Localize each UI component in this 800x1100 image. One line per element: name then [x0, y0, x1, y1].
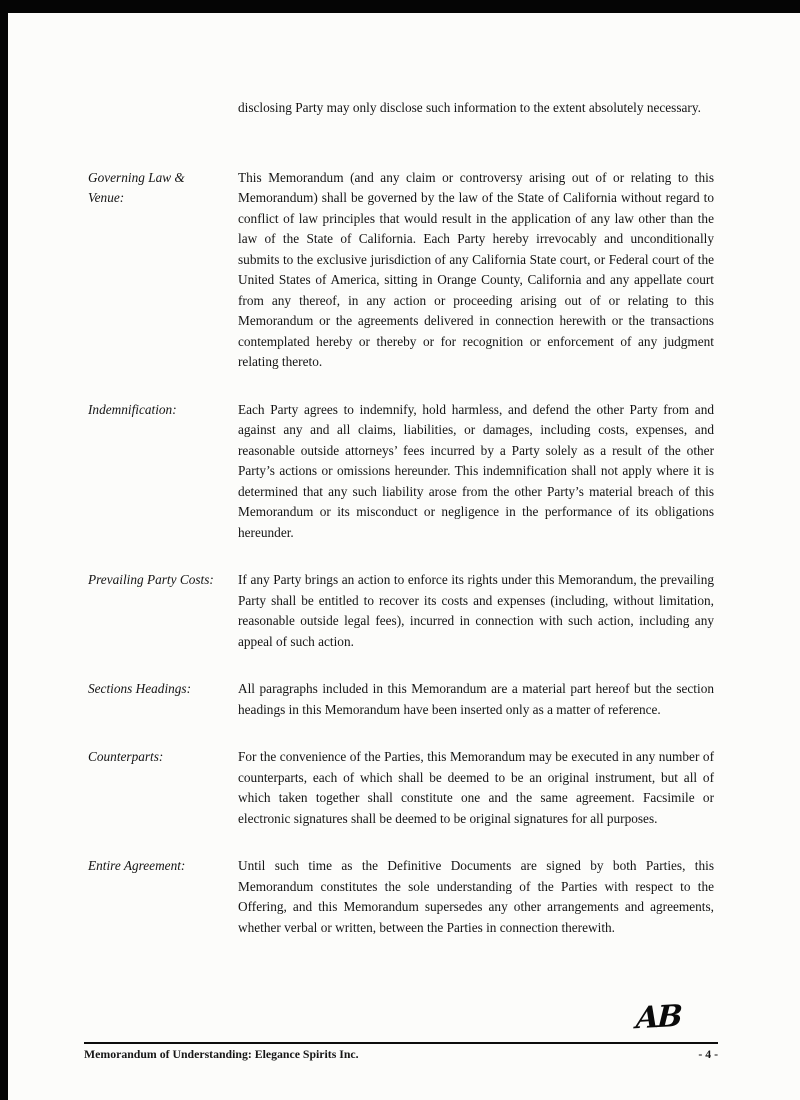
handwritten-initials: AB — [635, 998, 682, 1037]
section-indemnification — [88, 400, 714, 544]
section-label: Entire Agreement: — [88, 858, 186, 873]
section-body: All paragraphs included in this Memorandum are a material part hereof but the section headings in this Memorandum have been inserted only as a matter of reference. — [238, 681, 714, 717]
section-body: If any Party brings an action to enforce its rights under this Memorandum, the prevailing Party shall be entitled to recover its costs and expenses (including, without limitation, reasonable outside legal fees), incurred in connection with such action, including any appeal of such action. — [238, 572, 714, 649]
continuation-paragraph: disclosing Party may only disclose such information to the extent absolutely necessary. — [238, 100, 701, 115]
document-content — [88, 98, 714, 938]
scan-artifact-top-edge — [0, 0, 800, 13]
section-entire-agreement — [88, 856, 714, 938]
section-body: Until such time as the Definitive Documents are signed by both Parties, this Memorandum constitutes the sole understanding of the Parties with respect to the Offering, and this Memorandum supersedes any other arrangements and agreements, whether verbal or written, between the Parties in connection therewith. — [238, 858, 714, 935]
section-label: Indemnification: — [88, 401, 177, 417]
footer-document-title: Memorandum of Understanding: Elegance Spirits Inc. — [84, 1047, 359, 1061]
section-body: Each Party agrees to indemnify, hold harmless, and defend the other Party from and against any and all claims, liabilities, or damages, including costs, expenses, and reasonable outside attorneys’ fees incurred by a Party solely as a result of the other Party’s actions or omissions hereunder. This indemnification shall not apply where it is determined that any such liability arose from the other Party’s material breach of this Memorandum or its misconduct or negligence in the performance of its obligations hereunder. — [238, 401, 714, 540]
section-governing-law — [88, 168, 714, 373]
section-sections-headings — [88, 679, 714, 720]
footer-page-number: - 4 - — [698, 1047, 718, 1061]
section-body: This Memorandum (and any claim or controversy arising out of or relating to this Memorandum) shall be governed by the law of the State of California without regard to conflict of law principles that would result in the application of any law other than the law of the State of California. Each Party hereby irrevocably and unconditionally submits to the exclusive jurisdiction of any California State court, or Federal court of the United States of America, sitting in Orange County, California and any appellate court from any thereof, in any action or proceeding arising out of or relating to this Memorandum or the agreements delivered in connection herewith or the transactions contemplated hereby or thereby or for recognition or enforcement of any judgment relating thereto. — [238, 169, 714, 369]
scan-artifact-left-edge — [0, 0, 8, 1100]
section-label: Sections Headings: — [88, 681, 192, 696]
section-label: Counterparts: — [88, 749, 164, 764]
section-prevailing-party-costs — [88, 570, 714, 652]
section-counterparts — [88, 747, 714, 829]
section-label: Governing Law & Venue: — [88, 169, 185, 205]
section-label: Prevailing Party Costs: — [88, 572, 214, 587]
section-body: For the convenience of the Parties, this Memorandum may be executed in any number of counterparts, each of which shall be deemed to be an original instrument, but all of which taken together shall constitute one and the same agreement. Facsimile or electronic signatures shall be deemed to be original signatures for all purposes. — [238, 749, 714, 826]
page-footer — [84, 1042, 718, 1062]
